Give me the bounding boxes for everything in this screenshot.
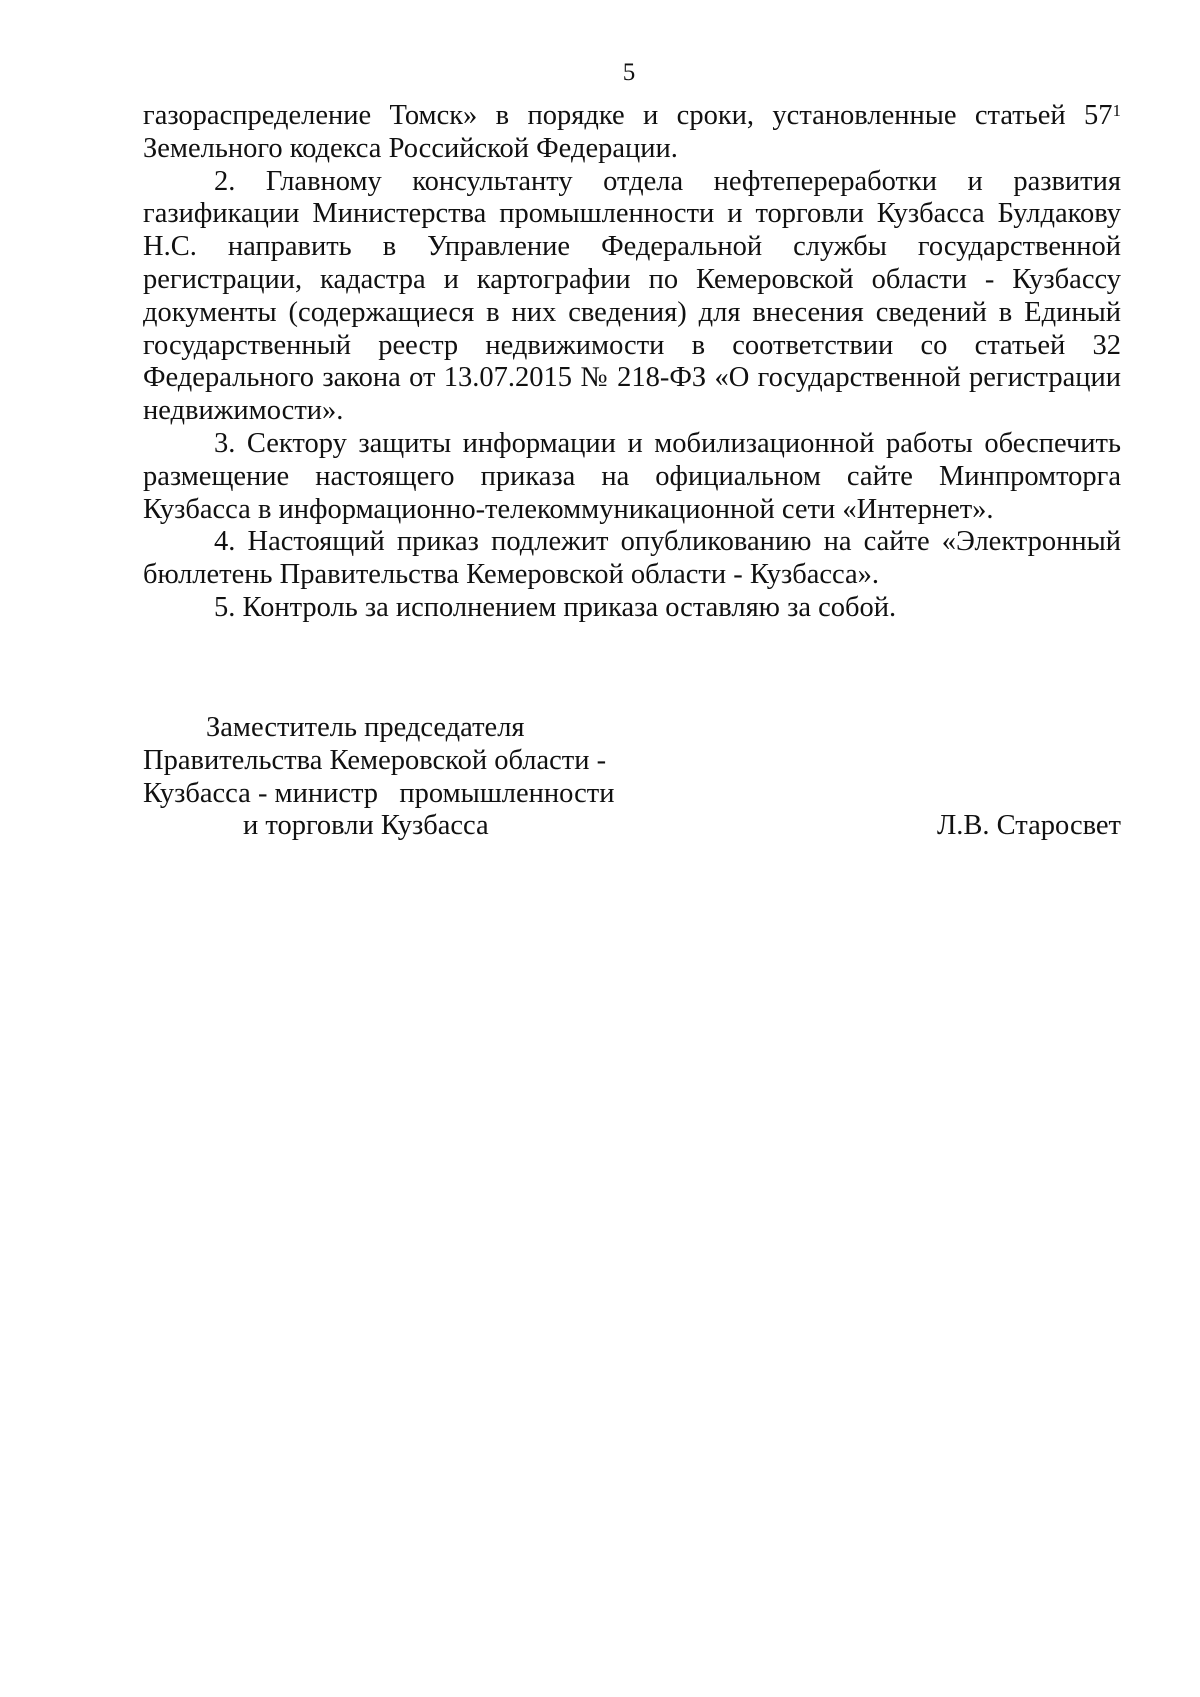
page-number: 5 (622, 59, 636, 86)
paragraph-3: 3. Сектору защиты информации и мобилизационной работы обеспечить размещение настоящего приказа на официальном сайте Минпромторга Кузбасса в информационно-телекоммуникационной сети «Интернет». (143, 427, 1121, 525)
signatory-position-line: Заместитель председателя (206, 712, 525, 743)
signatory-position-line: Кузбасса - министр промышленности (143, 777, 615, 809)
paragraph-1-text-end: Земельного кодекса Российской Федерации. (143, 132, 678, 164)
signatory-position-line: Правительства Кемеровской области - (143, 744, 607, 776)
signatory-name: Л.В. Старосвет (936, 810, 1121, 842)
document-body (143, 100, 1121, 625)
paragraph-1-continuation (143, 100, 1121, 166)
paragraph-4: 4. Настоящий приказ подлежит опубликованию на сайте «Электронный бюллетень Правительства Кемеровской области - Кузбасса». (143, 526, 1121, 591)
article-superscript: 1 (1112, 100, 1121, 120)
signature-block (143, 712, 1121, 843)
paragraph-1-text: газораспределение Томск» в порядке и сроки, установленные статьей 57 (143, 100, 1113, 131)
signatory-position-line: и торговли Кузбасса (243, 810, 489, 842)
paragraph-2: 2. Главному консультанту отдела нефтепереработки и развития газификации Министерства промышленности и торговли Кузбасса Булдакову Н.С. направить в Управление Федеральной службы государственной регистрации, кадастра и картографии по Кемеровской области - Кузбассу документы (содержащиеся в них сведения) для внесения сведений в Единый государственный реестр недвижимости в соответствии со статьей 32 Федерального закона от 13.07.2015 № 218-ФЗ «О государственной регистрации недвижимости». (143, 165, 1121, 427)
paragraph-5: 5. Контроль за исполнением приказа оставляю за собой. (214, 591, 897, 623)
